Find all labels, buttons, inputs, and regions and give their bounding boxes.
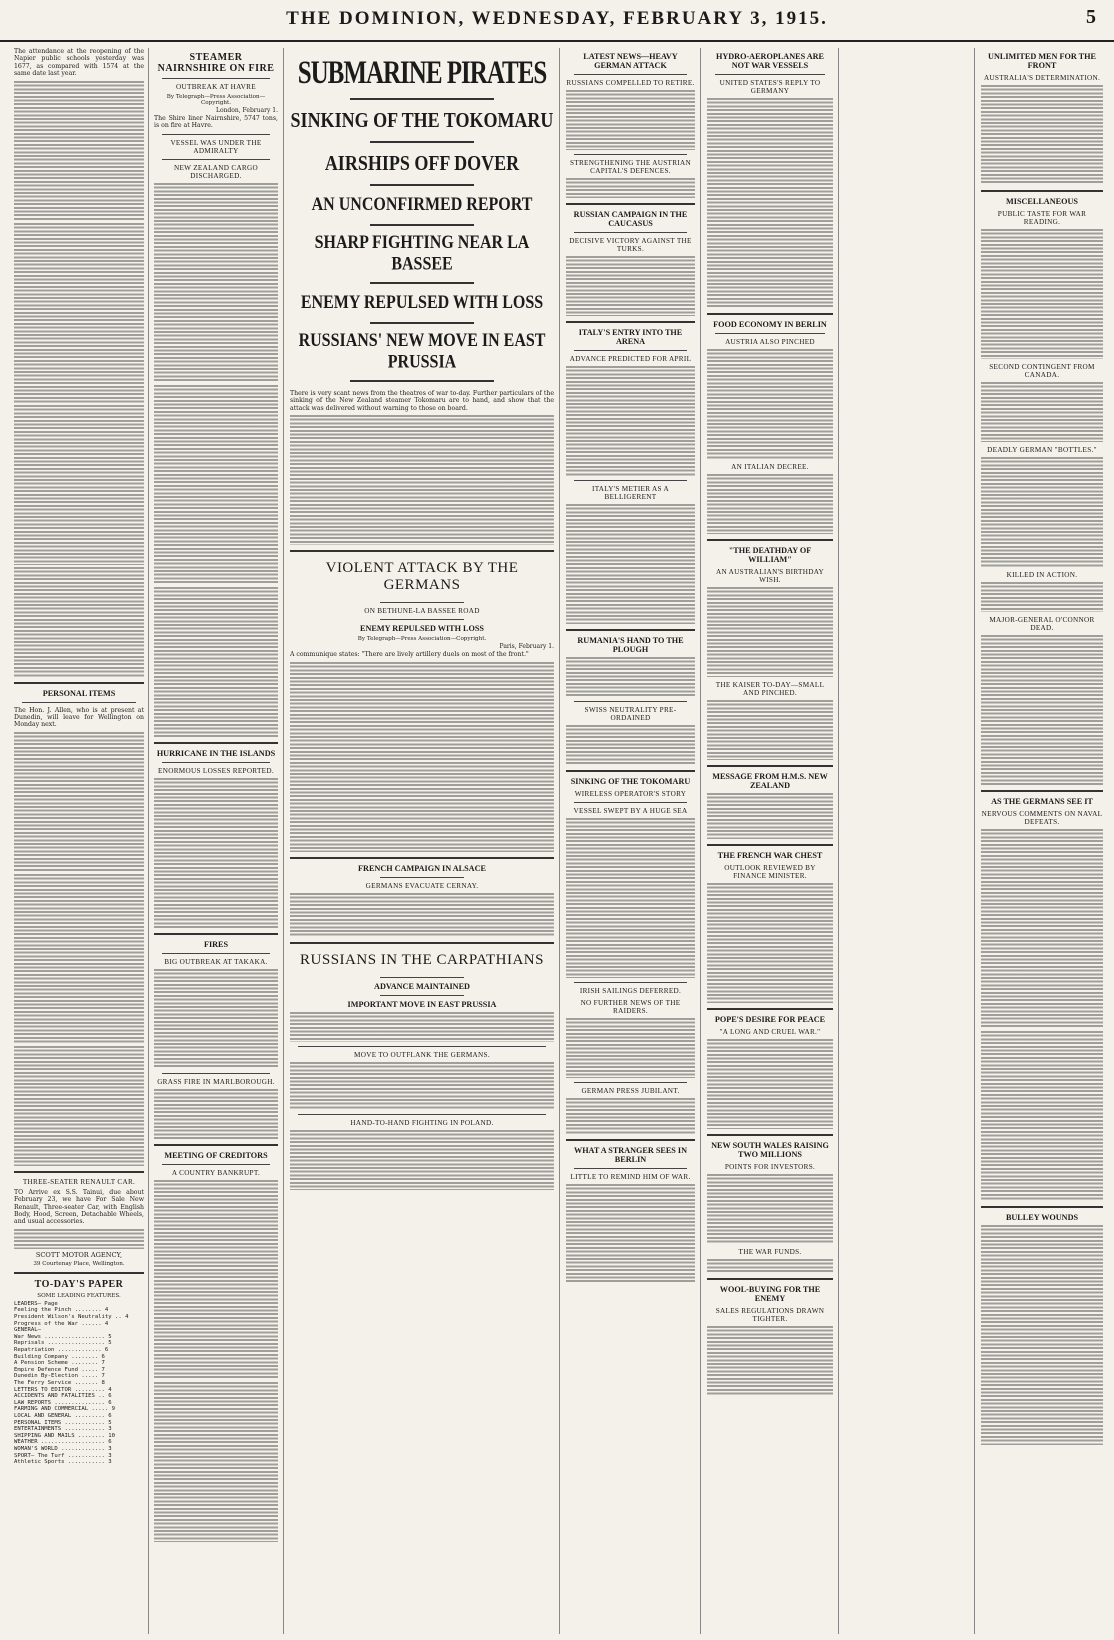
- feature-item: LAW REPORTS ............... 6: [14, 1399, 112, 1406]
- subheading: IMPORTANT MOVE IN EAST PRUSSIA: [347, 999, 497, 1009]
- masthead: [0, 0, 1114, 42]
- subheading: SECOND CONTINGENT FROM CANADA.: [989, 363, 1095, 379]
- headline: RUSSIANS' NEW MOVE IN EAST PRUSSIA: [298, 330, 546, 373]
- feature-item: War News .................. 5: [14, 1333, 112, 1340]
- column-1: [10, 48, 148, 1634]
- feature-item: ENTERTAINMENTS ............ 3: [14, 1426, 112, 1433]
- article-paragraph: There is very scant news from the theatres of war to-day. Further particulars of the sinking of the New Zealand steamer Tokomaru are to hand, and show that the attack was delivered without warning to those on board.: [290, 390, 554, 412]
- headline: AN UNCONFIRMED REPORT: [311, 194, 533, 215]
- article-paragraph: The attendance at the reopening of the Napier public schools yesterday was 1677, as compared with 1574 at the same date last year.: [14, 48, 144, 78]
- subheading: A COUNTRY BANKRUPT.: [171, 1168, 261, 1177]
- credit-line: By Telegraph—Press Association—Copyright.: [357, 636, 487, 643]
- headline: SHARP FIGHTING NEAR LA BASSEE: [314, 232, 530, 275]
- page-number: 5: [1086, 6, 1096, 28]
- subheading: ADVANCE PREDICTED FOR APRIL: [569, 355, 692, 363]
- feature-item: Empire Defence Fund ..... 7: [14, 1366, 105, 1373]
- subheading: ITALY'S METIER AS A BELLIGERENT: [592, 485, 669, 501]
- subheading: LITTLE TO REMIND HIM OF WAR.: [570, 1173, 691, 1181]
- feature-item: SHIPPING AND MAILS ........ 10: [14, 1432, 116, 1439]
- subheading: THE WAR FUNDS.: [738, 1248, 802, 1256]
- masthead-title: THE DOMINION, WEDNESDAY, FEBRUARY 3, 1915.: [286, 8, 828, 29]
- subheading: POINTS FOR INVESTORS.: [724, 1163, 816, 1171]
- subheading: RUSSIANS COMPELLED TO RETIRE.: [566, 79, 695, 87]
- ad-address: 39 Courtenay Place, Wellington.: [33, 1260, 125, 1267]
- dateline: Paris, February 1.: [499, 643, 554, 651]
- subheading: ENEMY REPULSED WITH LOSS: [360, 624, 484, 634]
- section-heading: ITALY'S ENTRY INTO THE ARENA: [578, 328, 683, 346]
- subheading: AUSTRALIA'S DETERMINATION.: [983, 74, 1101, 82]
- feature-item: President Wilson's Neutrality .. 4: [14, 1314, 129, 1321]
- subheading: KILLED IN ACTION.: [1006, 571, 1078, 579]
- subheading: ON BETHUNE-LA BASSEE ROAD: [364, 607, 480, 616]
- section-heading: SINKING OF THE TOKOMARU: [570, 777, 691, 786]
- feature-item: FARMING AND COMMERCIAL ..... 9: [14, 1406, 116, 1413]
- section-heading: WOOL-BUYING FOR THE ENEMY: [719, 1285, 821, 1303]
- section-heading: WHAT A STRANGER SEES IN BERLIN: [574, 1146, 687, 1164]
- feature-item: LETTERS TO EDITOR ......... 4: [14, 1386, 112, 1393]
- column-rule: [974, 48, 975, 1634]
- features-list: [14, 1301, 144, 1466]
- ad-text: TO Arrive ex S.S. Tainui, due about February 23, we have For Sale New Renault, Three-seater Car, with English Body, Hood, Screen, Detachable Wheels, and usual accessories.: [14, 1188, 144, 1226]
- subheading: VESSEL WAS UNDER THE ADMIRALTY: [170, 138, 262, 155]
- headline: ENEMY REPULSED WITH LOSS: [300, 292, 544, 313]
- headline: RUSSIANS IN THE CARPATHIANS: [300, 951, 544, 968]
- subheading: AN ITALIAN DECREE.: [731, 463, 809, 471]
- subheading: PUBLIC TASTE FOR WAR READING.: [997, 210, 1087, 226]
- subheading: STRENGTHENING THE AUSTRIAN CAPITAL'S DEFENCES.: [569, 159, 692, 175]
- subheading: GERMANS EVACUATE CERNAY.: [365, 881, 479, 890]
- section-heading: MEETING OF CREDITORS: [164, 1150, 268, 1160]
- headline: SINKING OF THE TOKOMARU: [290, 107, 554, 132]
- column-3: [286, 48, 558, 1634]
- subheading: SALES REGULATIONS DRAWN TIGHTER.: [715, 1307, 825, 1323]
- subheading: GERMAN PRESS JUBILANT.: [581, 1087, 680, 1095]
- column-2: [150, 48, 282, 1634]
- subheading: UNITED STATES'S REPLY TO GERMANY: [719, 79, 821, 95]
- subheading: OUTBREAK AT HAVRE: [176, 83, 256, 91]
- section-heading: HURRICANE IN THE ISLANDS: [156, 748, 276, 758]
- subheading: VESSEL SWEPT BY A HUGE SEA: [573, 807, 688, 815]
- section-heading: RUMANIA'S HAND TO THE PLOUGH: [577, 636, 684, 654]
- section-heading: AS THE GERMANS SEE IT: [991, 797, 1093, 806]
- feature-item: Dunedin By-Election ..... 7: [14, 1373, 105, 1380]
- section-heading: "THE DEATHDAY OF WILLIAM": [728, 546, 812, 564]
- subheading: MOVE TO OUTFLANK THE GERMANS.: [354, 1050, 490, 1059]
- column-rule: [283, 48, 284, 1634]
- article-paragraph: The Hon. J. Allen, who is at present at Dunedin, will leave for Wellington on Monday next.: [14, 706, 144, 729]
- section-heading: BULLEY WOUNDS: [1005, 1213, 1079, 1222]
- ad-heading: THREE-SEATER RENAULT CAR.: [22, 1177, 136, 1186]
- feature-item: LOCAL AND GENERAL ......... 6: [14, 1412, 112, 1419]
- subheading: IRISH SAILINGS DEFERRED.: [579, 987, 682, 995]
- subheading: AN AUSTRALIAN'S BIRTHDAY WISH.: [715, 568, 825, 584]
- subheading: DECISIVE VICTORY AGAINST THE TURKS.: [569, 237, 692, 253]
- todays-paper-heading: TO-DAY'S PAPER: [34, 1278, 124, 1290]
- feature-item: Repatriation ............. 6: [14, 1347, 109, 1354]
- column-rule: [559, 48, 560, 1634]
- column-rule: [838, 48, 839, 1634]
- section-heading: NEW SOUTH WALES RAISING TWO MILLIONS: [711, 1141, 829, 1159]
- feature-item: Athletic Sports ........... 3: [14, 1459, 112, 1466]
- section-heading: UNLIMITED MEN FOR THE FRONT: [988, 52, 1096, 70]
- feature-item: The Ferry Service ....... 8: [14, 1380, 105, 1386]
- subheading: NERVOUS COMMENTS ON NAVAL DEFEATS.: [981, 810, 1103, 826]
- feature-item: ACCIDENTS AND FATALITIES .. 6: [14, 1393, 112, 1400]
- column-4: [562, 48, 699, 1634]
- feature-item: WEATHER ................... 6: [14, 1439, 112, 1446]
- column-rule: [700, 48, 701, 1634]
- feature-item: SPORT— The Turf ........... 3: [14, 1452, 112, 1459]
- section-heading: LATEST NEWS—HEAVY GERMAN ATTACK: [583, 52, 678, 70]
- headline: AIRSHIPS OFF DOVER: [324, 150, 520, 175]
- article-paragraph: A communique states: "There are lively artillery duels on most of the front.": [290, 651, 529, 659]
- subheading: SWISS NEUTRALITY PRE-ORDAINED: [584, 706, 677, 722]
- feature-item: PERSONAL ITEMS ............ 5: [14, 1419, 112, 1426]
- section-heading: FRENCH CAMPAIGN IN ALSACE: [358, 863, 486, 873]
- feature-item: GENERAL—: [14, 1327, 41, 1334]
- feature-item: Building Company ........ 6: [14, 1353, 105, 1360]
- subheading: THE KAISER TO-DAY—SMALL AND PINCHED.: [715, 681, 825, 697]
- section-heading: FIRES: [203, 939, 229, 949]
- subheading: BIG OUTBREAK AT TAKAKA.: [164, 957, 268, 966]
- article-paragraph: The Shire liner Nairnshire, 5747 tons, is on fire at Havre.: [154, 115, 278, 130]
- feature-item: A Pension Scheme ........ 7: [14, 1360, 105, 1367]
- column-5: [703, 48, 837, 1634]
- subheading: NEW ZEALAND CARGO DISCHARGED.: [173, 163, 259, 180]
- headline: VIOLENT ATTACK BY THE GERMANS: [325, 560, 519, 594]
- subheading: NO FURTHER NEWS OF THE RAIDERS.: [580, 999, 681, 1015]
- credit-line: By Telegraph—Press Association—Copyright.: [166, 94, 266, 106]
- subheading: "A LONG AND CRUEL WAR.": [719, 1028, 821, 1036]
- main-headline: SUBMARINE PIRATES: [297, 55, 547, 91]
- subheading: WIRELESS OPERATOR'S STORY: [574, 790, 687, 798]
- section-heading: POPE'S DESIRE FOR PEACE: [714, 1015, 826, 1024]
- section-heading: RUSSIAN CAMPAIGN IN THE CAUCASUS: [573, 210, 688, 228]
- ad-company: SCOTT MOTOR AGENCY,: [35, 1250, 123, 1259]
- section-heading: HYDRO-AEROPLANES ARE NOT WAR VESSELS: [715, 52, 825, 70]
- subheading: GRASS FIRE IN MARLBOROUGH.: [157, 1077, 275, 1086]
- dateline: London, February 1.: [215, 107, 278, 114]
- column-6: [977, 48, 1107, 1634]
- feature-item: Progress of the War ...... 4: [14, 1320, 109, 1327]
- subheading: OUTLOOK REVIEWED BY FINANCE MINISTER.: [724, 864, 816, 880]
- section-heading: FOOD ECONOMY IN BERLIN: [713, 320, 827, 329]
- feature-item: Feeling the Pinch ........ 4: [14, 1307, 109, 1314]
- section-heading: PERSONAL ITEMS: [42, 688, 116, 698]
- headline: STEAMER NAIRNSHIRE ON FIRE: [157, 52, 275, 74]
- subheading: HAND-TO-HAND FIGHTING IN POLAND.: [350, 1118, 494, 1127]
- section-heading: MESSAGE FROM H.M.S. NEW ZEALAND: [712, 772, 828, 790]
- subheading: AUSTRIA ALSO PINCHED: [725, 338, 815, 346]
- feature-item: WOMAN'S WORLD ............. 3: [14, 1445, 112, 1452]
- features-subheading: SOME LEADING FEATURES.: [37, 1292, 121, 1299]
- section-heading: THE FRENCH WAR CHEST: [717, 851, 823, 860]
- subheading: DEADLY GERMAN "BOTTLES.": [987, 446, 1097, 454]
- feature-item: LEADERS— Page: [14, 1300, 58, 1307]
- subheading: ENORMOUS LOSSES REPORTED.: [158, 766, 274, 775]
- column-rule: [148, 48, 149, 1634]
- subheading: ADVANCE MAINTAINED: [374, 981, 470, 991]
- feature-item: Reprisals ................. 5: [14, 1340, 112, 1347]
- section-heading: MISCELLANEOUS: [1006, 197, 1078, 206]
- subheading: MAJOR-GENERAL O'CONNOR DEAD.: [989, 616, 1095, 632]
